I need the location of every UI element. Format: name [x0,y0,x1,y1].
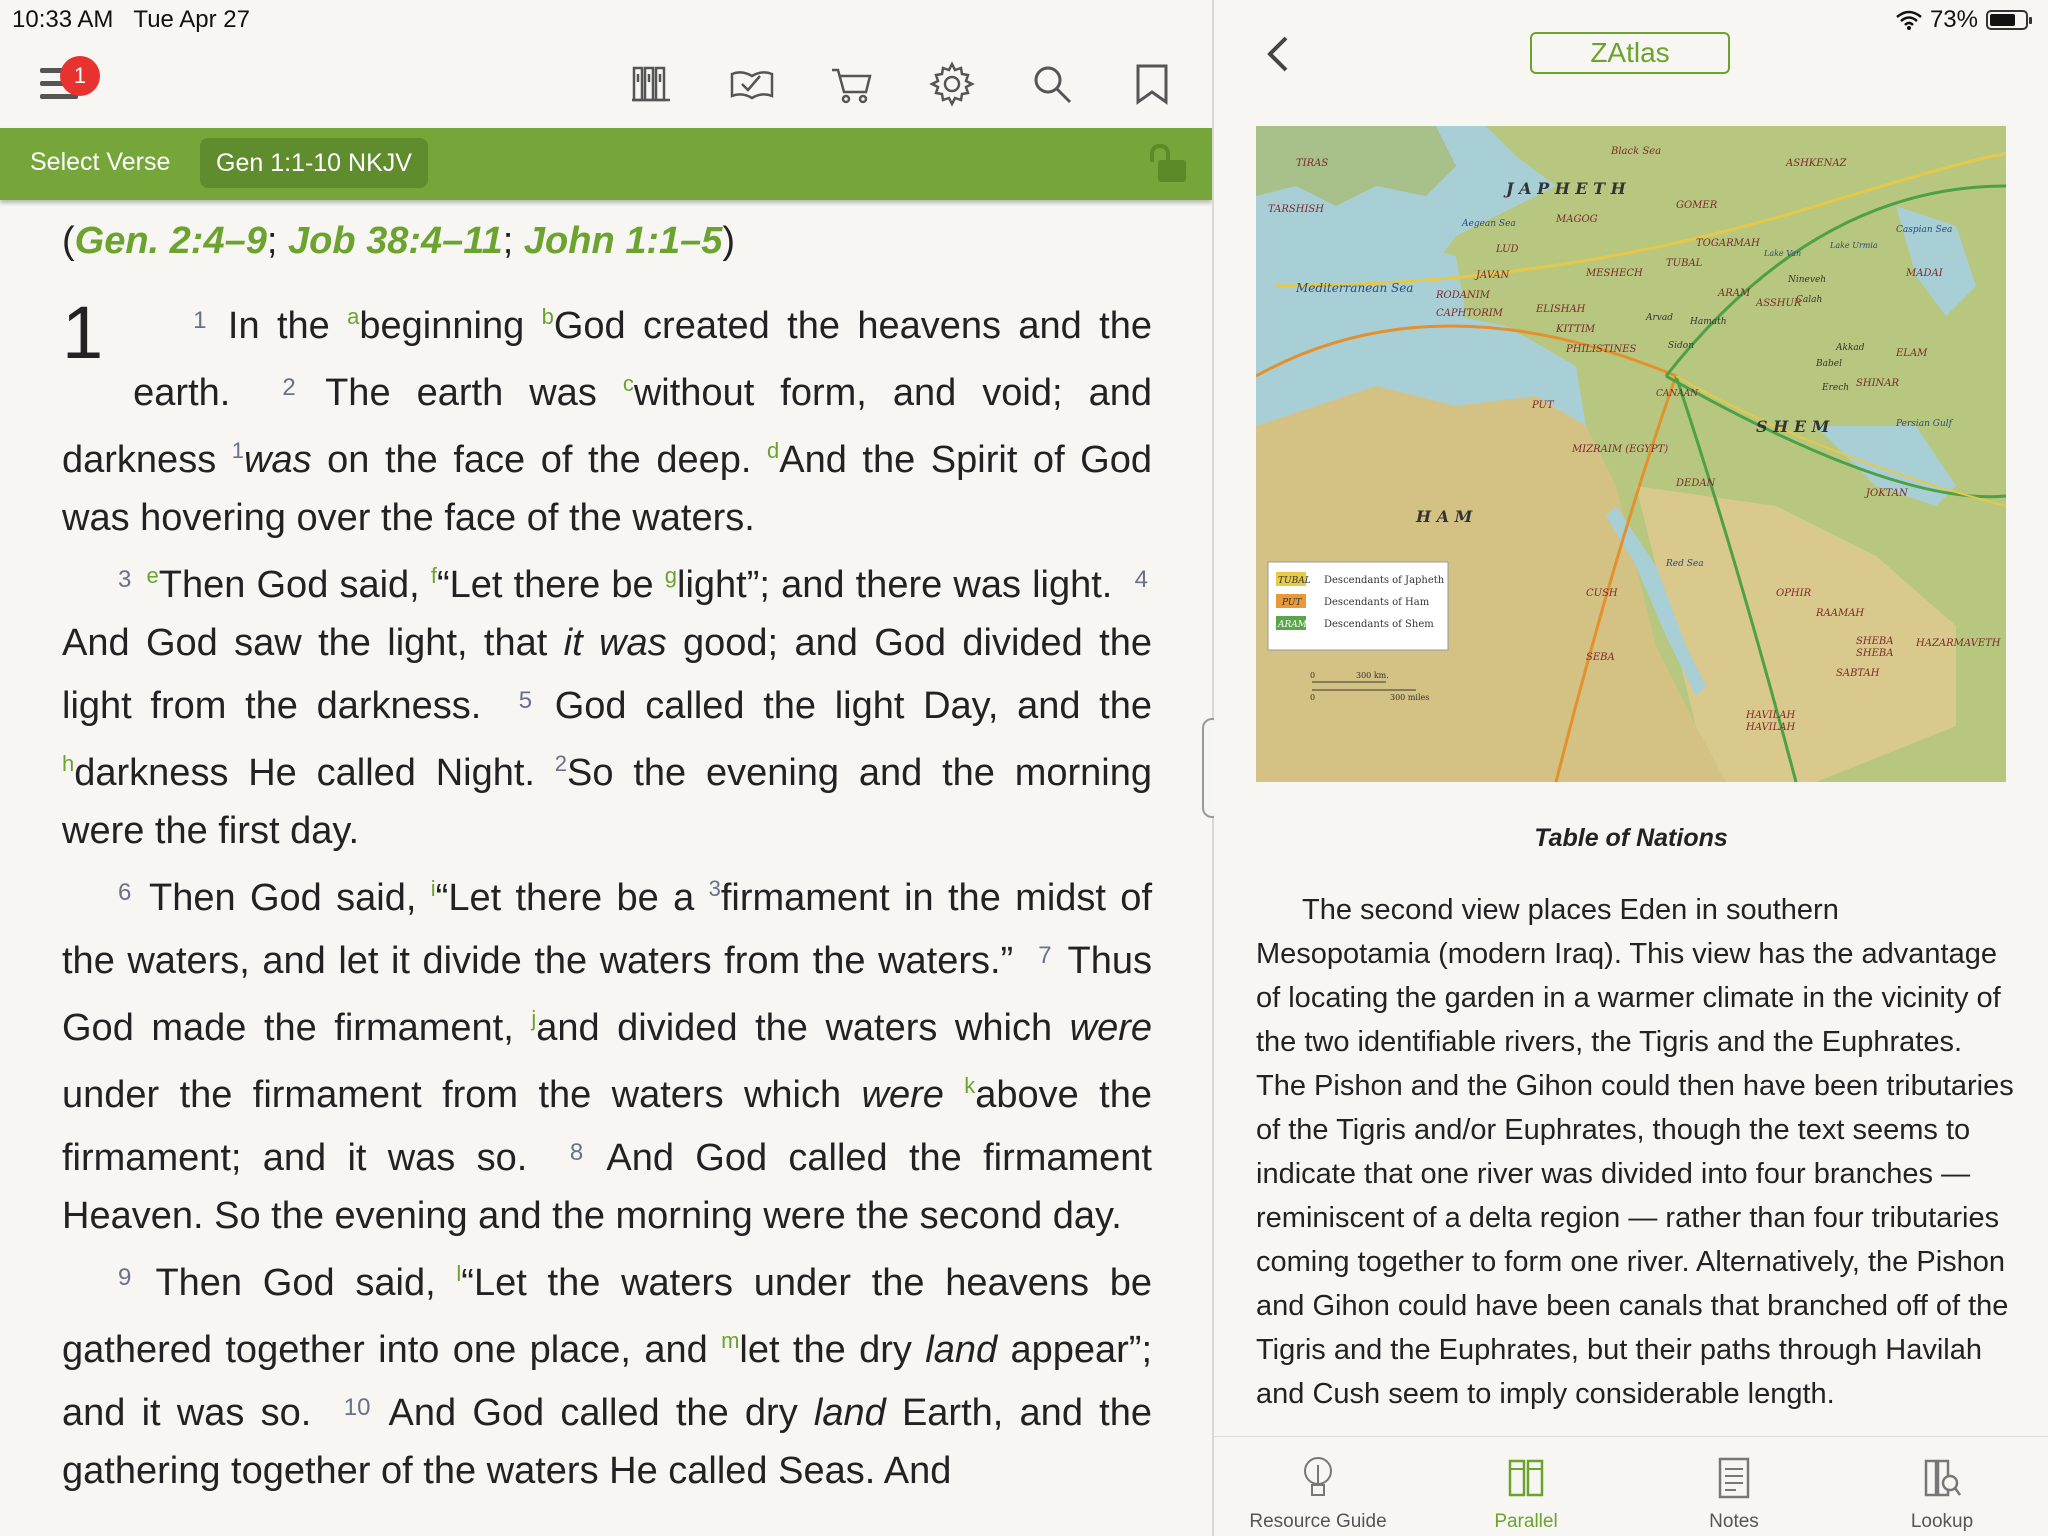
tab-label: Notes [1709,1511,1759,1532]
verse-number[interactable]: 4 [1134,566,1148,593]
map-label: TARSHISH [1268,204,1324,215]
verse-number[interactable]: 1 [193,307,207,334]
map-label: HAZARMAVETH [1916,638,2001,649]
verse-text[interactable]: “Let there be [437,564,665,606]
map-label: Lake Urmia [1830,241,1878,250]
paragraph [62,547,1152,860]
footnote-marker[interactable]: m [721,1328,740,1353]
separator: ; [266,220,288,262]
tab-parallel[interactable] [1422,1437,1630,1536]
map-label: HAVILAH [1746,710,1796,721]
verse-number[interactable]: 3 [118,566,132,593]
map-label: HAVILAH [1746,722,1796,733]
verse-text[interactable]: “Let the waters under the heavens be gathered together into one place, and [62,1262,1152,1371]
status-indicators [1896,6,2028,34]
map-label: Akkad [1836,343,1865,353]
table-of-nations-map[interactable] [1256,126,2006,782]
verse-number[interactable]: 7 [1038,942,1052,969]
map-label: Sidon [1668,341,1695,351]
commentary-text [1256,888,2016,1436]
verse-navigation-bar [0,128,1212,200]
library-icon[interactable] [628,60,676,108]
translation-note-marker[interactable]: 1 [231,438,244,463]
map-label: CANAAN [1656,389,1699,399]
map-label: JAVAN [1476,270,1510,281]
map-label: Mediterranean Sea [1296,281,1414,295]
verse-text[interactable]: Then God said, [158,564,431,606]
map-label: ARAM [1718,288,1751,299]
tab-lookup[interactable] [1838,1437,2046,1536]
status-time [12,6,250,34]
scale-label: 0 [1310,693,1316,702]
verse-number[interactable]: 6 [118,879,132,906]
notes-icon [1714,1455,1754,1501]
paragraph [62,1245,1152,1500]
cross-reference-link[interactable]: John 1:1–5 [523,220,723,262]
cross-reference-line [62,212,1152,270]
map-label: ELAM [1896,348,1928,359]
verse-text[interactable]: light”; and there was light. [677,564,1113,606]
verse-text[interactable]: above the firmament; and it was so. [62,1074,1153,1179]
verse-text[interactable]: darkness He called Night. [74,752,555,794]
map-label: OPHIR [1776,588,1812,599]
map-label: Red Sea [1666,559,1704,569]
wifi-icon [1896,10,1922,30]
map-label: MIZRAIM (EGYPT) [1572,444,1669,455]
notification-badge: 1 [60,56,100,96]
unlock-icon[interactable] [1146,144,1190,184]
tab-notes[interactable] [1630,1437,1838,1536]
italic-supplied-word[interactable]: land [813,1392,886,1434]
italic-supplied-word[interactable]: were [1069,1007,1152,1049]
bible-passage [62,212,1152,1500]
verse-text[interactable]: “Let there be a [435,877,709,919]
parallel-books-icon [1506,1455,1546,1501]
verse-number[interactable]: 2 [282,374,296,401]
map-label: ASSHUR [1756,298,1802,309]
map-label: TUBAL [1666,258,1703,269]
verse-text[interactable]: And the Spirit of God was hovering over the face of the waters. [62,439,1153,539]
verse-text[interactable]: Then God said, [149,877,431,919]
footnote-marker[interactable]: k [964,1073,976,1098]
verse-text[interactable]: So the evening and the morning were the first day. [62,752,1152,852]
map-label: H A M [1416,507,1473,526]
bookmark-icon[interactable] [1128,60,1176,108]
italic-supplied-word[interactable]: were [861,1074,944,1116]
map-label: Black Sea [1611,146,1662,157]
battery-fill [1990,14,2015,26]
verse-text[interactable]: let the dry [739,1329,926,1371]
cross-reference-link[interactable]: Gen. 2:4–9 [74,220,267,262]
resource-title-button[interactable]: ZAtlas [1530,32,1730,74]
map-label: GOMER [1676,200,1718,211]
scale-label: 300 miles [1390,693,1430,702]
status-bar [0,0,2048,40]
map-label: DEDAN [1676,478,1716,489]
map-label: MAGOG [1556,214,1598,225]
map-label: CUSH [1586,588,1618,599]
verse-text[interactable]: And God called the firmament Heaven. So the evening and the morning were the second day. [62,1137,1152,1237]
map-label: SEBA [1586,652,1615,663]
italic-supplied-word[interactable]: land [925,1329,998,1371]
top-toolbar [0,40,1212,128]
verse-text[interactable]: beginning [359,305,542,347]
commentary-paragraph: The second view places Eden in southern Mesopotamia (modern Iraq). This view has the advantage of locating the garden in a warmer climate in the vicinity of the two identifiable rivers, the Tigris and the Euphrates. The Pishon and the Gihon could then have been tributaries of the Tigris and/or Euphrates, though the text seems to indicate that one river was divided into four branches — reminiscent of a delta region — rather than four tributaries coming together to form one river. Alternatively, the Pishon and Gihon could have been canals that branched off of the Tigris and the Euphrates, but their paths through Havilah and Cush seem to imply considerable length. [1256,894,2014,1410]
verse-number[interactable]: 5 [518,687,533,714]
verse-text[interactable]: In the [227,305,348,347]
map-label: Nineveh [1788,275,1827,285]
verse-text[interactable]: Earth, and the gathering together of the waters He called Seas. And [62,1392,1152,1492]
cross-reference-link[interactable]: Job 38:4–11 [288,220,503,262]
map-label: KITTIM [1556,324,1596,335]
legend-key: PUT [1282,598,1302,608]
map-label: Calah [1796,295,1823,305]
verse-text[interactable]: And God saw the light, that [62,622,564,664]
map-label: JOKTAN [1866,488,1908,499]
separator: ; [502,220,524,262]
map-label: Caspian Sea [1896,225,1953,235]
footnote-marker[interactable]: e [146,563,159,588]
footnote-marker[interactable]: b [541,304,554,329]
map-label: Aegean Sea [1462,219,1516,229]
map-label: ELISHAH [1536,304,1586,315]
select-verse-button[interactable]: Select Verse [30,148,171,176]
bottom-tab-bar [1214,1436,2048,1536]
map-label: Lake Van [1764,249,1802,258]
verse-number[interactable]: 10 [343,1394,371,1421]
scale-label: 0 [1310,671,1316,680]
map-label: SHEBA [1856,648,1894,659]
footnote-marker[interactable]: h [62,751,75,776]
settings-gear-icon[interactable] [928,60,976,108]
tab-label: Parallel [1494,1511,1558,1532]
map-label: S H E M [1756,417,1830,436]
legend-label: Descendants of Ham [1324,597,1430,608]
verse-text[interactable]: under the firmament from the waters which [62,1074,862,1116]
store-cart-icon[interactable] [828,60,876,108]
verse-text[interactable]: The earth was [325,372,623,414]
map-label: RODANIM [1436,290,1490,301]
footnote-marker[interactable]: d [767,438,780,463]
verse-text[interactable]: on the face of the deep. [311,439,767,481]
verse-text[interactable]: God created the heavens and the earth. [133,305,1152,414]
tab-label: Resource Guide [1249,1511,1387,1532]
map-label: SHINAR [1856,378,1900,389]
map-caption: Table of Nations [1534,824,1728,852]
legend-key: TUBAL [1278,576,1311,586]
footnote-marker[interactable]: j [531,1006,537,1031]
paragraph [62,860,1152,1245]
legend-label: Descendants of Shem [1324,619,1434,630]
footnote-marker[interactable]: g [664,563,678,588]
verse-text[interactable]: And God called the dry [388,1392,814,1434]
footnote-marker[interactable]: l [456,1261,462,1286]
paren: ) [722,220,736,262]
map-label: MADAI [1906,268,1943,279]
map-label: MESHECH [1586,268,1643,279]
map-label: TOGARMAH [1696,238,1760,249]
translation-note-marker[interactable]: 2 [554,751,568,776]
chapter-number: 1 [62,291,104,374]
map-label: RAAMAH [1816,608,1865,619]
verse-number[interactable]: 9 [118,1264,132,1291]
tab-label: Lookup [1910,1511,1974,1532]
map-label: Babel [1816,359,1842,369]
verse-text[interactable]: good; and God divided the light from the darkness. [62,622,1153,727]
map-label: Erech [1822,383,1850,393]
battery-percent: 73% [1929,6,1978,33]
back-chevron-icon[interactable] [1262,34,1294,74]
map-label: PHILISTINES [1566,344,1637,355]
italic-supplied-word[interactable]: it was [563,622,667,664]
map-label: ASHKENAZ [1786,158,1847,169]
map-label: CAPHTORIM [1436,308,1503,319]
verse-text[interactable]: appear”; and it was so. [62,1329,1153,1434]
map-label: J A P H E T H [1506,179,1626,198]
paren: ( [62,220,75,262]
map-legend [1268,562,1448,650]
translation-note-marker[interactable]: 3 [708,876,721,901]
map-label: LUD [1496,244,1519,255]
legend-key: ARAM [1278,620,1307,630]
date: Tue Apr 27 [133,6,250,33]
battery-icon [1986,10,2028,30]
verse-text[interactable]: without form, and void; and darkness [62,372,1153,481]
footnote-marker[interactable]: c [622,371,634,396]
clock: 10:33 AM [12,6,114,33]
scale-label: 300 km. [1356,671,1389,680]
paragraph [62,288,1152,547]
footnote-marker[interactable]: i [430,876,436,901]
verse-number[interactable]: 8 [569,1139,584,1166]
map-label: Hamath [1690,317,1727,327]
legend-label: Descendants of Japheth [1324,575,1445,586]
lookup-icon [1922,1455,1962,1501]
lightbulb-icon [1298,1455,1338,1501]
map-label: SHEBA [1856,636,1894,647]
reading-plans-icon[interactable] [728,60,776,108]
verse-text[interactable]: firmament in the midst of the waters, and let it divide the waters from the waters.” [62,877,1152,982]
map-label: TIRAS [1296,158,1329,169]
search-icon[interactable] [1028,60,1076,108]
tab-resource-guide[interactable] [1214,1437,1422,1536]
verse-text[interactable]: Then God said, [155,1262,457,1304]
map-label: SABTAH [1836,668,1880,679]
verse-text[interactable]: Thus God made the firmament, [62,940,1152,1049]
verse-text[interactable]: and divided the waters which [536,1007,1070,1049]
italic-supplied-word[interactable]: was [244,439,312,481]
map-label: PUT [1532,400,1554,411]
resource-pane [1214,0,2048,1536]
footnote-marker[interactable]: a [347,304,360,329]
map-label: Arvad [1646,313,1674,323]
passage-reference-button[interactable]: Gen 1:1-10 NKJV [200,138,428,188]
footnote-marker[interactable]: f [430,563,437,588]
verse-text[interactable]: God called the light Day, and the [554,685,1152,727]
map-label: Persian Gulf [1896,419,1952,429]
